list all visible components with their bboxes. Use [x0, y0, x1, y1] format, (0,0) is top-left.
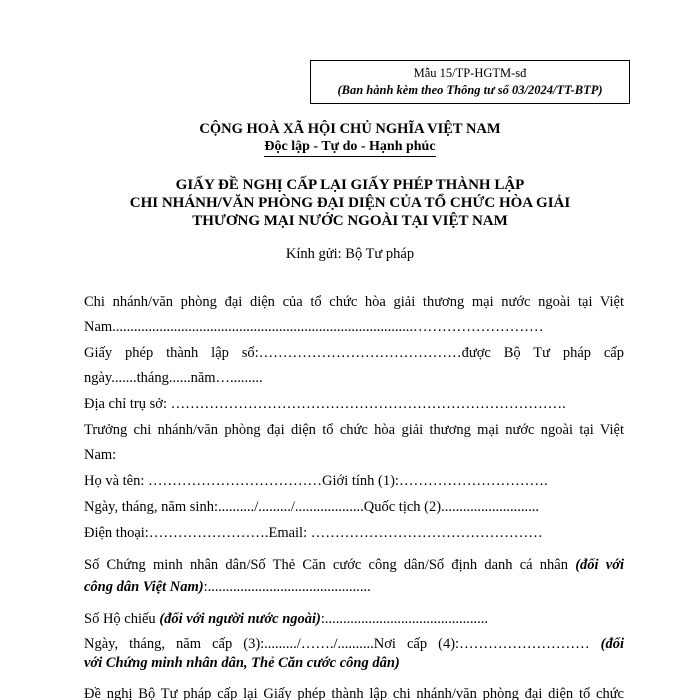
passport-field	[84, 610, 624, 628]
issue-date-place-text: Ngày, tháng, năm cấp (3):........./……./..........Nơi cấp (4):………………………	[84, 636, 601, 652]
form-code: Mẫu 15/TP-HGTM-sđ	[413, 66, 527, 80]
issue-date-note: (đối	[600, 636, 624, 652]
issue-date-note-cont: với Chứng minh nhân dân, Thẻ Căn cước công dân)	[84, 655, 400, 671]
doc-title-line-3: THƯƠNG MẠI NƯỚC NGOÀI TẠI VIỆT NAM	[192, 213, 508, 229]
branch-name-label: Chi nhánh/văn phòng đại diện của tổ chức hòa giải thương mại nước ngoài tại Việt	[84, 294, 624, 310]
address-field: Địa chỉ trụ sở: ……………………………………………………………………….	[84, 396, 566, 412]
license-number-field: Giấy phép thành lập số:……………………………………được Bộ Tư pháp cấp	[84, 345, 624, 361]
id-number-dots: :.............................................	[203, 579, 371, 595]
motto	[0, 139, 700, 157]
id-number-field	[84, 578, 624, 596]
branch-name-field: Nam...................................................................................………………………	[84, 319, 544, 335]
recipient-line: Kính gửi: Bộ Tư pháp	[285, 246, 415, 262]
issue-date-place-field	[84, 635, 624, 653]
motto-text: Độc lập - Tự do - Hạnh phúc	[264, 139, 435, 157]
doc-title-line-2: CHI NHÁNH/VĂN PHÒNG ĐẠI DIỆN CỦA TỔ CHỨC HÒA GIẢI	[129, 195, 571, 211]
id-number-note: (đối với	[575, 557, 624, 573]
head-of-branch-label: Trưởng chi nhánh/văn phòng đại diện tổ chức hòa giải thương mại nước ngoài tại Việt	[84, 422, 624, 438]
issued-by-note: (Ban hành kèm theo Thông tư số 03/2024/TT-BTP)	[337, 83, 603, 97]
dob-nationality-field: Ngày, tháng, năm sinh:........../........./...................Quốc tịch (2)...........................	[84, 499, 539, 515]
doc-title-line-1: GIẤY ĐỀ NGHỊ CẤP LẠI GIẤY PHÉP THÀNH LẬP	[175, 177, 525, 193]
national-title: CỘNG HOÀ XÃ HỘI CHỦ NGHĨA VIỆT NAM	[199, 121, 501, 137]
head-of-branch-label-cont: Nam:	[84, 447, 117, 463]
passport-note: (đối với người nước ngoài)	[159, 611, 321, 627]
id-number-label	[84, 556, 624, 574]
id-number-text: Số Chứng minh nhân dân/Số Thẻ Căn cước công dân/Số định danh cá nhân	[84, 557, 576, 573]
phone-email-field: Điện thoại:…………………….Email: …………………………………………	[84, 525, 543, 541]
passport-dots: :.............................................	[320, 611, 489, 627]
passport-label: Số Hộ chiếu	[84, 611, 160, 627]
name-gender-field: Họ và tên: ………………………………Giới tính (1):………………………….	[84, 473, 548, 489]
request-paragraph: Đề nghị Bộ Tư pháp cấp lại Giấy phép thành lập chi nhánh/văn phòng đại diện tổ chức	[84, 686, 624, 700]
form-code-box	[310, 60, 630, 104]
id-number-note-cont: công dân Việt Nam)	[84, 579, 204, 595]
license-date-field: ngày.......tháng......năm….........	[84, 370, 263, 386]
